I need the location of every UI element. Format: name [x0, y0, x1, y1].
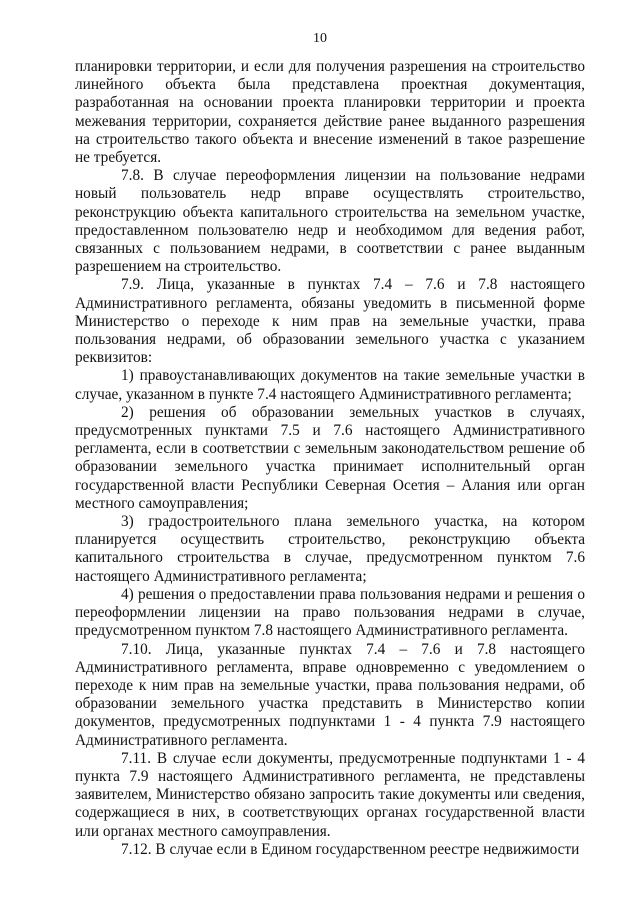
paragraph-7-9-item-4: 4) решения о предоставлении права пользования недрами и решения о переоформлении лицензии на право пользования недрами в случае, предусмотренном пунктом 7.8 настоящего Административного регламента. [75, 585, 585, 640]
paragraph-7-12: 7.12. В случае если в Едином государственном реестре недвижимости [121, 840, 580, 858]
paragraph-7-11: 7.11. В случае если документы, предусмотренные подпунктами 1 - 4 пункта 7.9 настоящего Административного регламента, не представлены заявителем, Министерство обязано запросить такие документы или сведения, содержащиеся в них, в соответствующих органах государственной власти или органах местного самоуправления. [75, 749, 585, 840]
paragraph-continuation: планировки территории, и если для получения разрешения на строительство линейного объекта была представлена проектная документация, разработанная на основании проекта планировки территории и проекта межевания территории, сохраняется действие ранее выданного разрешения на строительство такого объекта и внесение изменений в такое разрешение не требуется. [75, 58, 585, 167]
paragraph-7-9-item-2: 2) решения об образовании земельных участков в случаях, предусмотренных пунктами 7.5 и 7.6 настоящего Административного регламента, если в соответствии с земельным законодательством решение об образовании земельного участка принимает исполнительный орган государственной власти Республики Северная Осетия – Алания или орган местного самоуправления; [75, 403, 585, 512]
paragraph-7-8: 7.8. В случае переоформления лицензии на пользование недрами новый пользователь недр вправе осуществлять строительство, реконструкцию объекта капитального строительства на земельном участке, предоставленном пользователю недр и необходимом для ведения работ, связанных с пользованием недрами, в соответствии с ранее выданным разрешением на строительство. [75, 167, 585, 276]
paragraph-7-10: 7.10. Лица, указанные пунктах 7.4 – 7.6 и 7.8 настоящего Административного регламента, вправе одновременно с уведомлением о переходе к ним прав на земельные участки, права пользования недрами, об образовании земельного участка представить в Министерство копии документов, предусмотренных подпунктами 1 - 4 пункта 7.9 настоящего Административного регламента. [75, 640, 585, 749]
paragraph-7-9: 7.9. Лица, указанные в пунктах 7.4 – 7.6 и 7.8 настоящего Административного регламента, обязаны уведомить в письменной форме Министерство о переходе к ним прав на земельные участки, права пользования недрами, об образовании земельного участка с указанием реквизитов: [75, 276, 585, 367]
paragraph-7-9-item-1: 1) правоустанавливающих документов на такие земельные участки в случае, указанном в пункте 7.4 настоящего Административного регламента; [75, 367, 585, 403]
page-number: 10 [313, 31, 327, 46]
paragraph-7-9-item-3: 3) градостроительного плана земельного участка, на котором планируется осуществить строительство, реконструкцию объекта капитального строительства в случае, предусмотренном пунктом 7.6 настоящего Административного регламента; [75, 513, 585, 585]
document-body [75, 58, 585, 859]
